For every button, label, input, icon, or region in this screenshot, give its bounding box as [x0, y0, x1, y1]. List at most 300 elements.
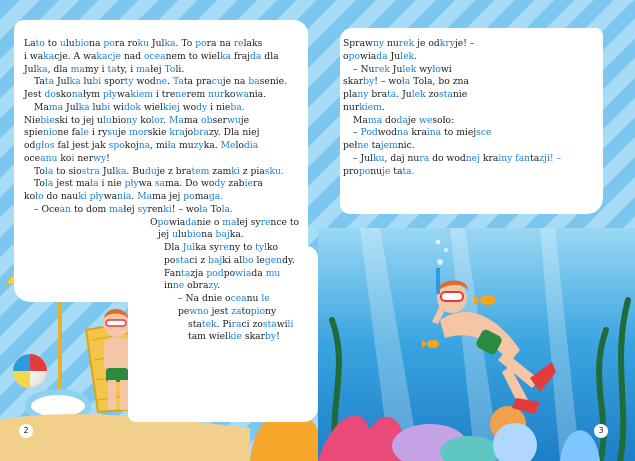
highlighted-syllable: lor — [151, 114, 164, 126]
highlighted-syllable: wu — [227, 114, 241, 126]
text-segment: je! – — [454, 38, 475, 49]
highlighted-syllable: ła — [90, 178, 99, 190]
highlighted-syllable: re — [219, 242, 229, 253]
text-segment: Jul — [24, 63, 37, 75]
text-segment: wod — [133, 76, 156, 88]
highlighted-syllable: kiem — [130, 89, 153, 100]
highlighted-syllable: li — [287, 318, 294, 330]
text-segment: ! – wo — [171, 203, 200, 215]
text-segment: laks — [243, 38, 263, 49]
highlighted-syllable: baj — [215, 229, 230, 241]
text-segment: Spraw — [343, 38, 373, 49]
text-segment: la, bo zna — [424, 76, 469, 88]
highlighted-syllable: ma — [70, 63, 85, 75]
text-segment: , mi — [150, 140, 168, 151]
highlighted-syllable: cea — [230, 293, 247, 304]
highlighted-syllable: ba. — [230, 101, 245, 113]
highlighted-syllable: ku — [137, 38, 152, 49]
highlighted-syllable: ma — [222, 216, 237, 228]
text-segment: kra — [408, 127, 427, 139]
text-line — [24, 51, 306, 64]
text-segment: . — [414, 50, 418, 62]
text-line — [24, 153, 306, 166]
highlighted-syllable: bo — [242, 254, 254, 266]
text-line — [24, 280, 306, 293]
text-segment: To — [34, 165, 45, 177]
highlighted-syllable: ma — [48, 101, 64, 113]
highlighted-syllable: na — [397, 127, 409, 139]
text-segment: ma — [194, 191, 209, 202]
highlighted-syllable: u — [59, 38, 66, 49]
highlighted-syllable: du — [144, 165, 157, 177]
text-segment: Nie — [24, 114, 41, 126]
text-segment: po — [223, 267, 236, 279]
text-segment: ko — [137, 114, 152, 126]
text-line — [343, 127, 503, 140]
highlighted-syllable: anu — [40, 152, 58, 164]
highlighted-syllable: sku. — [264, 165, 284, 177]
highlighted-syllable: an — [59, 203, 72, 215]
text-segment: . To — [175, 38, 196, 49]
highlighted-syllable: ku — [373, 152, 385, 164]
text-segment: ! – wo — [374, 76, 402, 88]
text-line — [24, 102, 306, 115]
page-number-left: 2 — [19, 424, 33, 438]
text-segment: ny to — [228, 242, 256, 253]
highlighted-syllable: ra — [231, 318, 242, 330]
highlighted-syllable: ne — [172, 280, 185, 292]
highlighted-syllable: ny — [126, 114, 138, 126]
text-segment: ma — [183, 114, 202, 126]
text-segment: zo — [425, 89, 439, 100]
text-segment: nu — [246, 293, 259, 304]
text-segment: fal jest jak — [54, 140, 109, 151]
highlighted-syllable: ła — [401, 76, 411, 88]
text-segment: jej — [158, 229, 173, 241]
text-segment: lu — [89, 101, 102, 113]
highlighted-syllable: na — [71, 89, 84, 100]
right-page-text — [343, 38, 562, 178]
highlighted-syllable: by — [265, 331, 277, 343]
text-segment: wia — [359, 50, 377, 62]
text-line — [24, 242, 306, 255]
highlighted-syllable: kiej — [163, 101, 180, 113]
highlighted-syllable: bi — [92, 76, 102, 88]
highlighted-syllable: ta — [387, 89, 397, 100]
highlighted-syllable: ki — [163, 203, 172, 215]
text-segment: ma jej — [152, 191, 184, 202]
highlighted-syllable: ta — [181, 267, 191, 279]
text-segment: je na — [222, 76, 249, 88]
text-segment: . Pi — [216, 318, 232, 330]
text-segment: Ju — [387, 50, 401, 62]
text-segment: wi — [440, 63, 452, 75]
text-segment: spie — [24, 127, 43, 139]
highlighted-syllable: re — [260, 216, 271, 228]
text-line — [24, 319, 306, 332]
highlighted-syllable: ty — [124, 76, 134, 88]
highlighted-syllable: ma — [136, 63, 151, 75]
highlighted-syllable: tem — [191, 165, 210, 177]
text-segment: Jul — [99, 165, 116, 177]
highlighted-syllable: sce — [476, 127, 492, 139]
highlighted-syllable: sta — [438, 89, 453, 100]
text-segment: pe — [178, 305, 190, 317]
highlighted-syllable: ocea — [144, 50, 166, 62]
highlighted-syllable: po — [195, 38, 207, 49]
text-segment: nia. — [248, 89, 267, 100]
highlighted-syllable: nur — [208, 89, 225, 100]
text-line — [24, 178, 306, 191]
text-segment: ser — [212, 114, 227, 126]
text-segment: ka sy — [195, 242, 220, 253]
highlighted-syllable: po — [348, 50, 360, 62]
highlighted-syllable: lu — [102, 114, 112, 126]
highlighted-syllable: sta — [175, 254, 190, 266]
page-number-right: 3 — [594, 424, 608, 438]
text-line — [343, 140, 503, 153]
text-line — [24, 255, 306, 268]
text-segment: Jest — [24, 89, 45, 100]
text-line — [343, 115, 503, 128]
text-segment: ra ro — [114, 38, 138, 49]
text-segment: to sio — [53, 165, 82, 177]
text-segment: le — [253, 254, 265, 266]
text-segment: sko — [55, 89, 72, 100]
text-segment: cje. A wa — [54, 50, 97, 62]
highlighted-syllable: Me — [220, 140, 236, 151]
text-segment: wia — [168, 216, 186, 228]
highlighted-syllable: pły — [89, 191, 104, 202]
text-segment: ki al — [222, 254, 243, 266]
text-segment: nu — [384, 38, 399, 49]
text-segment: łej sy — [236, 216, 261, 228]
highlighted-syllable: kry — [439, 38, 455, 49]
text-segment: nu — [370, 165, 383, 177]
text-segment: lu — [177, 229, 187, 241]
text-segment: pla — [343, 89, 358, 100]
text-line — [24, 140, 306, 153]
highlighted-syllable: ma — [109, 203, 124, 215]
text-segment: po — [164, 254, 176, 266]
text-segment: ne fa — [57, 127, 81, 139]
highlighted-syllable: kra — [169, 127, 185, 139]
text-segment: . — [217, 280, 221, 292]
highlighted-syllable: le — [80, 127, 89, 139]
text-segment: nem to wiel — [165, 50, 220, 62]
text-segment: na — [89, 38, 104, 49]
highlighted-syllable: Ta — [172, 76, 184, 88]
text-segment: soło: — [432, 114, 455, 126]
text-segment: je z bra — [156, 165, 192, 177]
highlighted-syllable: po — [157, 216, 169, 228]
text-segment: jo — [184, 127, 194, 139]
highlighted-syllable: ta — [44, 76, 55, 88]
highlighted-syllable: dy — [196, 101, 208, 113]
text-segment: kra — [479, 152, 499, 164]
text-line — [343, 166, 503, 179]
highlighted-syllable: ka — [78, 101, 90, 113]
text-segment: od — [24, 140, 36, 151]
highlighted-syllable: ne — [175, 89, 187, 100]
text-segment: je od — [414, 38, 440, 49]
highlighted-syllable: ka — [164, 38, 176, 49]
highlighted-syllable: stra — [81, 165, 100, 177]
highlighted-syllable: i — [71, 152, 75, 164]
text-segment: ko — [266, 242, 279, 253]
text-segment: – Na dnie o — [178, 293, 231, 304]
text-segment: To — [207, 203, 222, 215]
text-segment: . Bu — [126, 165, 145, 177]
highlighted-syllable: na — [138, 140, 151, 151]
highlighted-syllable: bio — [186, 229, 202, 241]
text-segment: Dla — [164, 242, 183, 253]
text-line — [24, 217, 306, 230]
highlighted-syllable: da — [185, 216, 197, 228]
highlighted-syllable: Jul — [182, 242, 196, 253]
text-segment: , daj nu — [384, 152, 420, 164]
text-segment: obra — [184, 280, 209, 292]
text-line — [24, 76, 306, 89]
text-line — [24, 115, 306, 128]
text-segment: ko — [24, 191, 36, 202]
text-segment: Fan — [164, 267, 182, 279]
highlighted-syllable: ta. — [402, 165, 415, 177]
text-segment: ta pra — [183, 76, 212, 88]
text-line — [24, 204, 306, 217]
text-line — [24, 127, 306, 140]
beach-ball — [13, 354, 47, 388]
text-segment: skie — [147, 127, 170, 139]
text-segment: ra — [252, 178, 263, 190]
text-segment: ski to jej u — [54, 114, 103, 126]
text-line — [24, 229, 306, 242]
text-line — [24, 166, 306, 179]
text-segment: wy — [416, 63, 433, 75]
highlighted-syllable: su — [107, 127, 118, 139]
highlighted-syllable: Ma — [137, 191, 153, 202]
highlighted-syllable: rek — [374, 63, 390, 75]
text-segment: fraj — [230, 50, 251, 62]
highlighted-syllable: bi — [101, 101, 111, 113]
highlighted-syllable: ka — [69, 76, 81, 88]
text-segment: lu — [80, 76, 93, 88]
highlighted-syllable: po — [358, 165, 371, 177]
text-segment: to miej — [441, 127, 477, 139]
text-segment: nie o — [196, 216, 223, 228]
highlighted-syllable: ka — [219, 50, 231, 62]
highlighted-syllable: zy — [193, 140, 204, 151]
text-segment: to — [241, 305, 251, 317]
text-segment: i nie — [98, 178, 125, 190]
highlighted-syllable: ma — [367, 114, 383, 126]
text-line — [343, 102, 503, 115]
text-segment: dy. — [282, 254, 295, 266]
highlighted-syllable: lek — [400, 50, 415, 62]
text-segment: . Ju — [396, 89, 412, 100]
text-segment: my i — [84, 63, 108, 75]
highlighted-syllable: ka — [115, 165, 127, 177]
text-segment: ta — [390, 165, 403, 177]
text-line — [24, 38, 306, 51]
text-segment: do wod — [429, 152, 466, 164]
text-segment: o — [343, 50, 349, 62]
text-segment: i ry — [88, 127, 108, 139]
text-segment: ta — [530, 152, 540, 164]
text-segment: spor — [101, 76, 125, 88]
text-segment: sta — [188, 318, 202, 330]
text-segment: koj — [124, 140, 139, 151]
highlighted-syllable: nej — [465, 152, 480, 164]
text-segment: pro — [343, 165, 359, 177]
text-segment: O — [150, 216, 158, 228]
text-segment: łej — [150, 63, 165, 75]
text-segment: nce to — [270, 216, 300, 228]
text-segment: skar — [241, 331, 266, 343]
text-segment: ka. — [229, 229, 244, 241]
highlighted-syllable: jem — [380, 140, 398, 151]
highlighted-syllable: dia — [243, 140, 259, 151]
text-segment: Jul — [151, 38, 165, 49]
highlighted-syllable: pły — [102, 89, 117, 100]
text-segment: wa — [116, 89, 131, 100]
highlighted-syllable: ba — [248, 76, 260, 88]
text-segment: wa — [138, 178, 155, 190]
highlighted-syllable: sy — [137, 203, 148, 215]
text-segment: wod — [377, 127, 398, 139]
highlighted-syllable: we — [419, 114, 433, 126]
text-segment: wi — [276, 318, 288, 330]
text-segment: zam — [209, 165, 232, 177]
highlighted-syllable: ga. — [208, 191, 224, 202]
text-segment: Ju — [389, 63, 403, 75]
highlighted-syllable: ka — [36, 63, 48, 75]
highlighted-syllable: cu — [211, 76, 223, 88]
text-line — [343, 152, 562, 166]
highlighted-syllable: ob — [201, 114, 213, 126]
text-segment: nic. — [397, 140, 415, 151]
text-segment: . — [163, 114, 170, 126]
text-line — [343, 76, 503, 89]
highlighted-syllable: po — [103, 38, 115, 49]
text-segment: je — [117, 127, 130, 139]
highlighted-syllable: ina — [426, 127, 442, 139]
text-segment: li. — [175, 63, 185, 75]
highlighted-syllable: rek — [398, 38, 415, 49]
text-segment: zja — [190, 267, 207, 279]
text-segment: lu — [65, 38, 75, 49]
text-line — [24, 331, 306, 344]
text-segment: nad — [120, 50, 145, 62]
text-segment: – Oce — [34, 203, 60, 215]
highlighted-syllable: bie — [40, 114, 55, 126]
highlighted-syllable: za — [231, 305, 242, 317]
text-segment: z pia — [239, 165, 265, 177]
highlighted-syllable: ło — [432, 63, 441, 75]
highlighted-syllable: nio — [42, 127, 58, 139]
text-segment: Jul — [63, 101, 79, 113]
highlighted-syllable: dok — [123, 101, 141, 113]
text-segment: – Jul — [353, 152, 374, 164]
text-line — [24, 191, 306, 204]
text-line — [343, 38, 503, 51]
highlighted-syllable: da — [250, 50, 262, 62]
text-segment: i tre — [152, 89, 176, 100]
highlighted-syllable: ki — [231, 165, 240, 177]
text-segment: . — [167, 76, 173, 88]
highlighted-syllable: mor — [129, 127, 148, 139]
text-segment: wo — [179, 101, 197, 113]
text-segment: do nau — [43, 191, 79, 202]
text-line — [24, 293, 306, 306]
text-line — [343, 64, 503, 77]
highlighted-syllable: re — [233, 38, 244, 49]
text-segment: ner — [74, 152, 94, 164]
text-segment: senie. — [259, 76, 288, 88]
text-line — [24, 306, 306, 319]
highlighted-syllable: by — [363, 76, 375, 88]
highlighted-syllable: nia — [117, 191, 132, 202]
highlighted-syllable: pio — [250, 305, 266, 317]
highlighted-syllable: głos — [35, 140, 55, 151]
text-segment: in — [164, 280, 173, 292]
text-segment: je — [240, 114, 250, 126]
highlighted-syllable: kiem — [359, 101, 382, 113]
text-segment: . — [131, 191, 138, 202]
highlighted-syllable: spo — [108, 140, 125, 151]
highlighted-syllable: lek — [402, 63, 417, 75]
text-segment: – Nu — [353, 63, 375, 75]
highlighted-syllable: ła — [167, 140, 177, 151]
text-segment: ta — [368, 140, 381, 151]
highlighted-syllable: wy — [93, 152, 107, 164]
text-segment: wi — [110, 101, 124, 113]
highlighted-syllable: wia — [235, 267, 252, 279]
highlighted-syllable: ra — [419, 152, 430, 164]
highlighted-syllable: sta — [262, 318, 277, 330]
text-segment: oce — [24, 152, 41, 164]
text-segment: ny — [265, 305, 277, 317]
highlighted-syllable: zy — [208, 280, 218, 292]
text-segment: na — [201, 229, 216, 241]
text-segment: ra na — [206, 38, 234, 49]
highlighted-syllable: u — [172, 229, 178, 241]
highlighted-syllable: ny — [372, 38, 385, 49]
text-segment: i nie — [207, 101, 231, 113]
text-segment: Ma — [34, 101, 49, 113]
highlighted-syllable: do — [44, 89, 56, 100]
highlighted-syllable: tyl — [255, 242, 267, 253]
text-segment: – — [353, 127, 361, 139]
highlighted-syllable: To — [164, 63, 176, 75]
text-segment: To — [410, 76, 425, 88]
highlighted-syllable: bra — [193, 127, 209, 139]
text-segment: zy. Dla niej — [208, 127, 260, 139]
highlighted-syllable: ie — [244, 178, 253, 190]
highlighted-syllable: Ma — [169, 114, 184, 126]
highlighted-syllable: pły — [124, 178, 139, 190]
highlighted-syllable: pod — [206, 267, 224, 279]
text-segment: La — [24, 38, 36, 49]
text-segment: peł — [343, 140, 358, 151]
text-segment: ci z — [189, 254, 209, 266]
highlighted-syllable: la — [44, 165, 54, 177]
highlighted-syllable: kie — [227, 331, 242, 343]
text-segment: . — [381, 101, 385, 113]
highlighted-syllable: zji! – — [539, 152, 562, 164]
text-line — [24, 64, 306, 77]
text-segment: bra — [368, 89, 388, 100]
